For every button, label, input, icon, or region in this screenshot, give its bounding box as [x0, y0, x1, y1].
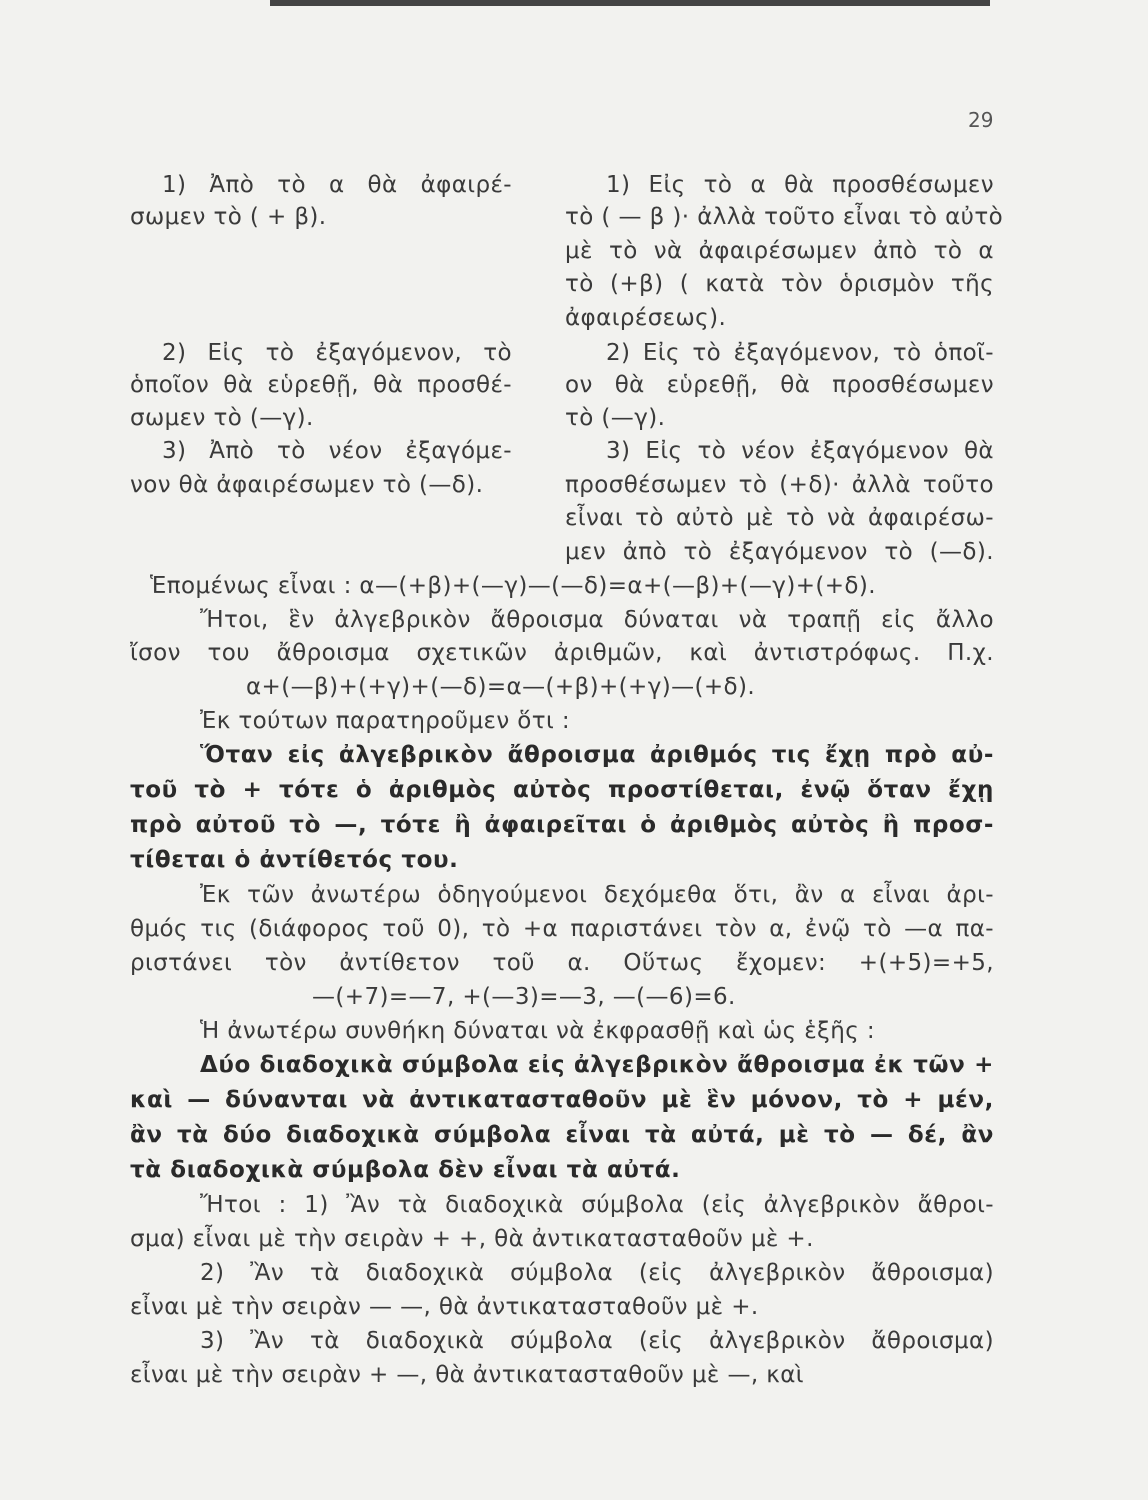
body-line: σμα) εἶναι μὲ τὴν σειρὰν + +, θὰ ἀντικατασταθοῦν μὲ +.	[130, 1226, 814, 1252]
left-col-line: 3) Ἀπὸ τὸ νέον ἐξαγόμε-	[162, 438, 512, 464]
rule-text-line: ἂν τὰ δύο διαδοχικὰ σύμβολα εἶναι τὰ αὐτά, μὲ τὸ — δέ, ἂν	[130, 1122, 994, 1148]
right-col-line: ον θὰ εὑρεθῇ, θὰ προσθέσωμεν	[565, 372, 994, 398]
left-col-line: 1) Ἀπὸ τὸ α θὰ ἀφαιρέ-	[162, 172, 512, 198]
right-col-line: 1) Εἰς τὸ α θὰ προσθέσωμεν	[606, 172, 994, 198]
body-line: Ἤτοι, ἓν ἀλγεβρικὸν ἄθροισμα δύναται νὰ τραπῇ εἰς ἄλλο	[200, 607, 994, 633]
rule-text-line: τὰ διαδοχικὰ σύμβολα δὲν εἶναι τὰ αὐτά.	[130, 1157, 681, 1183]
body-line: εἶναι μὲ τὴν σειρὰν + —, θὰ ἀντικατασταθοῦν μὲ —, καὶ	[130, 1362, 804, 1388]
body-line: θμός τις (διάφορος τοῦ 0), τὸ +α παριστάνει τὸν α, ἐνῷ τὸ —α πα-	[130, 916, 994, 942]
right-col-line: 2) Εἰς τὸ ἐξαγόμενον, τὸ ὁποῖ-	[606, 340, 994, 366]
rule-text-line: καὶ — δύνανται νὰ ἀντικατασταθοῦν μὲ ἓν μόνον, τὸ + μέν,	[130, 1087, 994, 1113]
right-col-line: 3) Εἰς τὸ νέον ἐξαγόμενον θὰ	[606, 438, 994, 464]
equation-line: —(+7)=—7, +(—3)=—3, —(—6)=6.	[312, 984, 736, 1010]
rule-text-line: τίθεται ὁ ἀντίθετός του.	[130, 847, 459, 873]
equation-line: Ἑπομένως εἶναι : α—(+β)+(—γ)—(—δ)=α+(—β)+(—γ)+(+δ).	[150, 573, 876, 599]
top-edge-bar	[270, 0, 990, 6]
equation-line: α+(—β)+(+γ)+(—δ)=α—(+β)+(+γ)—(+δ).	[246, 674, 756, 700]
left-col-line: σωμεν τὸ ( + β).	[130, 204, 327, 230]
left-col-line: ὁποῖον θὰ εὑρεθῇ, θὰ προσθέ-	[130, 372, 512, 398]
body-line: Ἡ ἀνωτέρω συνθήκη δύναται νὰ ἐκφρασθῇ καὶ ὡς ἑξῆς :	[200, 1018, 876, 1044]
page-number: 29	[968, 108, 994, 132]
right-col-line: μεν ἀπὸ τὸ ἐξαγόμενον τὸ (—δ).	[565, 539, 994, 565]
rule-text-line: Δύο διαδοχικὰ σύμβολα εἰς ἀλγεβρικὸν ἄθροισμα ἐκ τῶν +	[200, 1052, 994, 1078]
right-col-line: τὸ (+β) ( κατὰ τὸν ὁρισμὸν τῆς	[565, 271, 994, 297]
body-line: 3) Ἂν τὰ διαδοχικὰ σύμβολα (εἰς ἀλγεβρικὸν ἄθροισμα)	[200, 1328, 994, 1354]
right-col-line: ἀφαιρέσεως).	[565, 305, 727, 331]
body-line: Ἐκ τῶν ἀνωτέρω ὁδηγούμενοι δεχόμεθα ὅτι, ἂν α εἶναι ἀρι-	[200, 882, 994, 908]
body-line: Ἐκ τούτων παρατηροῦμεν ὅτι :	[200, 708, 571, 734]
rule-text-line: πρὸ αὐτοῦ τὸ —, τότε ἢ ἀφαιρεῖται ὁ ἀριθμὸς αὐτὸς ἢ προσ-	[130, 812, 994, 838]
right-col-line: τὸ (—γ).	[565, 405, 666, 431]
right-col-line: εἶναι τὸ αὐτὸ μὲ τὸ νὰ ἀφαιρέσω-	[565, 505, 994, 531]
body-line: ἴσον του ἄθροισμα σχετικῶν ἀριθμῶν, καὶ ἀντιστρόφως. Π.χ.	[130, 640, 994, 666]
left-col-line: 2) Εἰς τὸ ἐξαγόμενον, τὸ	[162, 340, 512, 366]
right-col-line: τὸ ( — β )· ἀλλὰ τοῦτο εἶναι τὸ αὐτὸ	[565, 204, 1004, 230]
left-col-line: νον θὰ ἀφαιρέσωμεν τὸ (—δ).	[130, 472, 484, 498]
rule-text-line: τοῦ τὸ + τότε ὁ ἀριθμὸς αὐτὸς προστίθεται, ἐνῷ ὅταν ἔχῃ	[130, 777, 994, 803]
right-col-line: προσθέσωμεν τὸ (+δ)· ἀλλὰ τοῦτο	[565, 472, 994, 498]
rule-text-line: Ὅταν εἰς ἀλγεβρικὸν ἄθροισμα ἀριθμός τις ἔχῃ πρὸ αὐ-	[200, 742, 994, 768]
body-line: Ἤτοι : 1) Ἂν τὰ διαδοχικὰ σύμβολα (εἰς ἀλγεβρικὸν ἄθροι-	[200, 1192, 994, 1218]
left-col-line: σωμεν τὸ (—γ).	[130, 405, 314, 431]
right-col-line: μὲ τὸ νὰ ἀφαιρέσωμεν ἀπὸ τὸ α	[565, 238, 994, 264]
body-line: ριστάνει τὸν ἀντίθετον τοῦ α. Οὕτως ἔχομεν: +(+5)=+5,	[130, 950, 994, 976]
body-line: 2) Ἂν τὰ διαδοχικὰ σύμβολα (εἰς ἀλγεβρικὸν ἄθροισμα)	[200, 1260, 994, 1286]
body-line: εἶναι μὲ τὴν σειρὰν — —, θὰ ἀντικατασταθοῦν μὲ +.	[130, 1294, 759, 1320]
